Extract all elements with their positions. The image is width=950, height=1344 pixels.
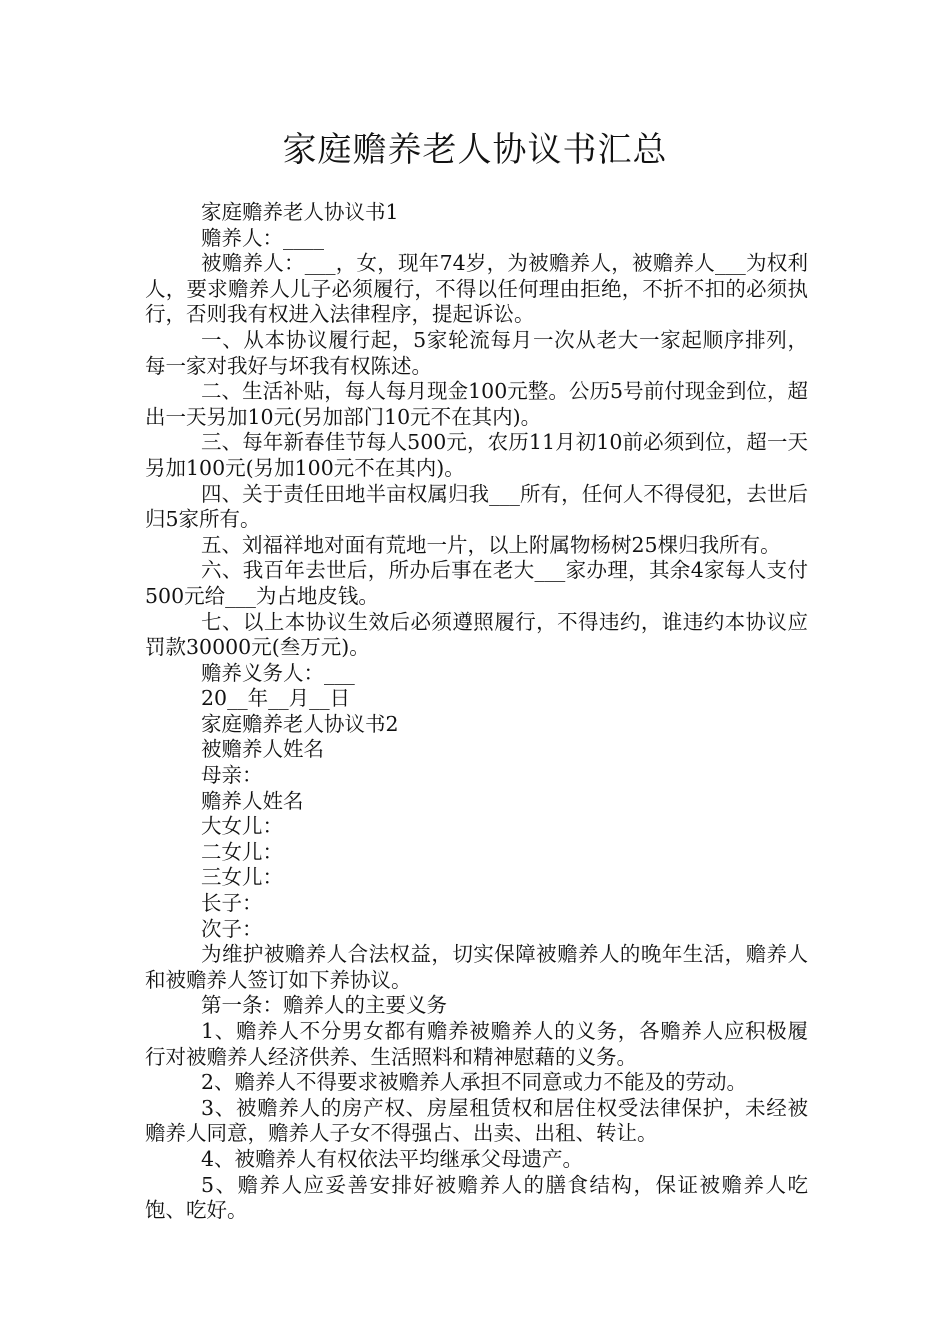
paragraph: 五、刘福祥地对面有荒地一片，以上附属物杨树25棵归我所有。 — [201, 532, 781, 557]
paragraph: 20__年__月__日 — [201, 686, 351, 711]
section-heading: 家庭赡养老人协议书2 — [201, 711, 399, 736]
paragraph: 赡养义务人：___ — [201, 660, 355, 685]
paragraph: 4、被赡养人有权依法平均继承父母遗产。 — [201, 1146, 584, 1171]
paragraph: 三女儿： — [201, 865, 283, 890]
paragraph: 三、每年新春佳节每人500元，农历11月初10前必须到位，超一天另加100元(另加100元不在其内)。 — [145, 430, 808, 480]
document-body — [145, 200, 808, 1224]
paragraph: 四、关于责任田地半亩权属归我___所有，任何人不得侵犯，去世后归5家所有。 — [145, 481, 808, 532]
paragraph: 赡养人：____ — [201, 225, 324, 250]
paragraph: 母亲： — [201, 763, 263, 788]
paragraph: 一、从本协议履行起，5家轮流每月一次从老大一家起顺序排列，每一家对我好与坏我有权陈述。 — [145, 327, 808, 378]
document-title: 家庭赡养老人协议书汇总 — [282, 130, 668, 170]
paragraph: 长子： — [201, 891, 263, 916]
paragraph: 二女儿： — [201, 839, 283, 864]
paragraph: 为维护被赡养人合法权益，切实保障被赡养人的晚年生活，赡养人和被赡养人签订如下养协议。 — [145, 942, 808, 992]
paragraph: 2、赡养人不得要求被赡养人承担不同意或力不能及的劳动。 — [201, 1070, 748, 1095]
paragraph: 大女儿： — [201, 814, 283, 839]
paragraph: 第一条：赡养人的主要义务 — [201, 993, 447, 1018]
paragraph: 被赡养人姓名 — [201, 737, 324, 762]
section-heading: 家庭赡养老人协议书1 — [201, 200, 399, 224]
paragraph: 被赡养人：___，女，现年74岁，为被赡养人，被赡养人___为权利人，要求赡养人儿子必须履行，不得以任何理由拒绝，不折不扣的必须执行，否则我有权进入法律程序，提起诉讼。 — [145, 251, 808, 327]
paragraph: 六、我百年去世后，所办后事在老大___家办理，其余4家每人支付500元给___为占地皮钱。 — [145, 558, 808, 608]
paragraph: 3、被赡养人的房产权、房屋租赁权和居住权受法律保护，未经被赡养人同意，赡养人子女不得强占、出卖、出租、转让。 — [145, 1095, 808, 1146]
paragraph: 七、以上本协议生效后必须遵照履行，不得违约，谁违约本协议应罚款30000元(叁万元)。 — [145, 609, 808, 660]
paragraph: 5、赡养人应妥善安排好被赡养人的膳食结构，保证被赡养人吃饱、吃好。 — [145, 1172, 808, 1223]
paragraph: 赡养人姓名 — [201, 788, 304, 813]
paragraph: 二、生活补贴，每人每月现金100元整。公历5号前付现金到位，超出一天另加10元(另加部门10元不在其内)。 — [145, 379, 808, 429]
paragraph: 次子： — [201, 916, 263, 941]
paragraph: 1、赡养人不分男女都有赡养被赡养人的义务，各赡养人应积极履行对被赡养人经济供养、生活照料和精神慰藉的义务。 — [145, 1019, 808, 1069]
